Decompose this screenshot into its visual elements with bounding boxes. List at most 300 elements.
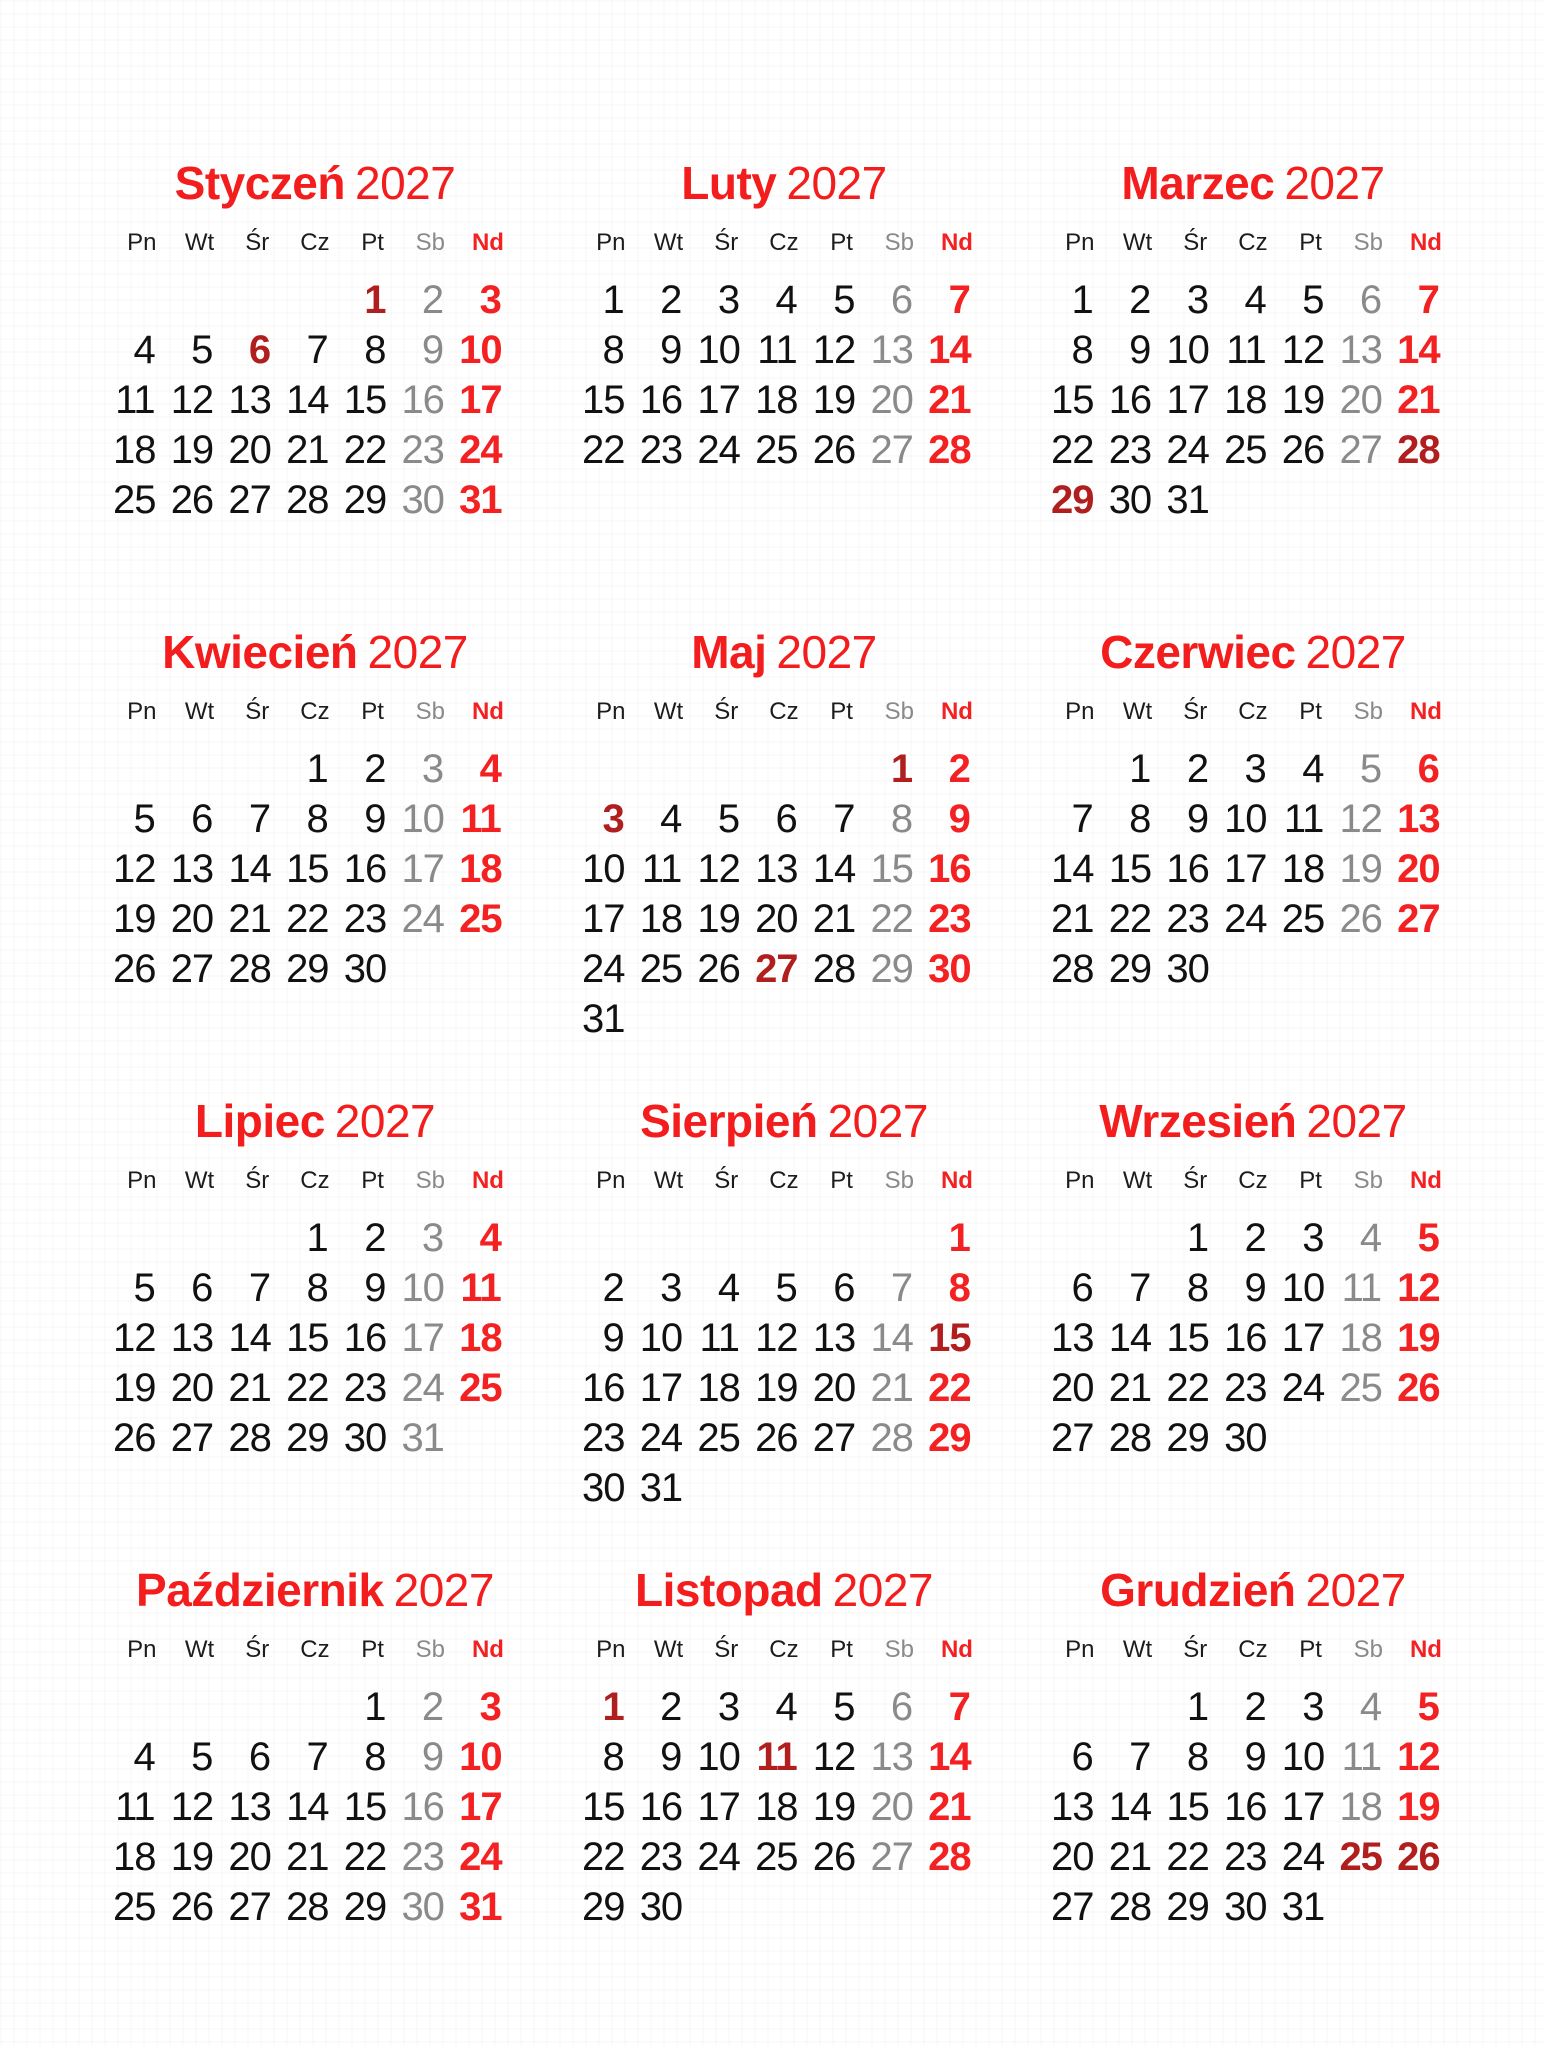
date-cell: 30 <box>401 478 444 522</box>
date-cell: 9 <box>1129 328 1151 372</box>
date-cell: 7 <box>1071 797 1093 841</box>
date-cell: 27 <box>812 1416 856 1460</box>
date-cell: 5 <box>833 278 855 322</box>
month-year: 2027 <box>334 1095 436 1147</box>
date-cell: 9 <box>602 1316 624 1360</box>
date-cell: 31 <box>582 997 625 1041</box>
date-cell: 13 <box>812 1316 856 1360</box>
dates-grid <box>113 275 517 525</box>
weekday-header-sr: Śr <box>245 229 270 256</box>
month-name: Maj <box>691 626 767 678</box>
date-cell: 1 <box>1071 278 1093 322</box>
date-cell: 18 <box>697 1366 740 1410</box>
weekday-header-pt: Pt <box>361 229 384 256</box>
date-cell: 10 <box>401 797 444 841</box>
date-cell: 16 <box>1166 847 1209 891</box>
date-cell: 3 <box>1302 1216 1324 1260</box>
weekday-header-wt: Wt <box>653 1636 684 1663</box>
date-cell: 26 <box>170 478 214 522</box>
date-cell: 21 <box>812 897 856 941</box>
date-cell: 5 <box>717 797 740 841</box>
weekday-header-wt: Wt <box>184 1636 215 1663</box>
date-cell: 17 <box>401 847 444 891</box>
dates-grid <box>113 744 517 994</box>
date-cell: 14 <box>286 378 329 422</box>
date-cell: 6 <box>775 797 797 841</box>
date-cell: 21 <box>228 897 271 941</box>
date-cell: 20 <box>1397 847 1440 891</box>
date-cell: 27 <box>1051 1885 1094 1929</box>
date-cell: 24 <box>639 1416 683 1460</box>
date-cell: 31 <box>459 1885 502 1929</box>
date-cell: 3 <box>1244 747 1266 791</box>
weekday-header-wt: Wt <box>1122 1167 1153 1194</box>
date-cell: 15 <box>286 847 329 891</box>
month-year: 2027 <box>786 157 887 209</box>
weekday-header-cz: Cz <box>1238 1167 1268 1194</box>
date-cell: 31 <box>1166 478 1209 522</box>
date-cell: 17 <box>459 1785 502 1829</box>
holiday-date-cell: 27 <box>755 947 798 991</box>
weekday-header-cz: Cz <box>769 698 799 725</box>
date-cell: 27 <box>228 1885 271 1929</box>
month-name: Marzec <box>1121 157 1275 209</box>
weekday-header-row <box>1051 695 1455 729</box>
weekday-header-wt: Wt <box>184 229 215 256</box>
date-cell: 2 <box>660 1685 682 1729</box>
date-cell: 18 <box>459 1316 502 1360</box>
date-cell: 28 <box>286 1885 329 1929</box>
date-cell: 24 <box>459 1835 502 1879</box>
date-cell: 27 <box>170 947 214 991</box>
empty-cell <box>1224 944 1282 994</box>
date-cell: 31 <box>459 478 502 522</box>
date-cell: 2 <box>602 1266 624 1310</box>
date-cell: 12 <box>697 847 740 891</box>
date-cell: 9 <box>364 797 386 841</box>
empty-cell <box>1397 1413 1455 1463</box>
month-title <box>582 1093 986 1149</box>
date-cell: 19 <box>1339 847 1382 891</box>
date-cell: 17 <box>697 1785 740 1829</box>
date-cell: 13 <box>228 378 271 422</box>
date-cell: 12 <box>1339 797 1382 841</box>
empty-cell <box>813 1463 871 1513</box>
dates-grid <box>1051 1682 1455 1932</box>
empty-cell <box>640 1213 698 1263</box>
date-cell: 12 <box>1397 1735 1440 1779</box>
date-cell: 7 <box>833 797 855 841</box>
date-cell: 14 <box>286 1785 329 1829</box>
month-maj <box>582 624 986 1093</box>
date-cell: 24 <box>697 428 740 472</box>
date-cell: 22 <box>928 1366 971 1410</box>
date-cell: 20 <box>812 1366 856 1410</box>
weekday-header-cz: Cz <box>1238 698 1268 725</box>
month-year: 2027 <box>776 626 877 678</box>
empty-cell <box>171 1213 229 1263</box>
date-cell: 28 <box>1051 947 1094 991</box>
date-cell: 13 <box>170 847 214 891</box>
month-year: 2027 <box>1305 1564 1406 1616</box>
empty-cell <box>813 744 871 794</box>
date-cell: 30 <box>1166 947 1209 991</box>
date-cell: 26 <box>1281 428 1325 472</box>
date-cell: 1 <box>1129 747 1151 791</box>
weekday-header-sb: Sb <box>415 229 445 256</box>
empty-cell <box>755 994 813 1044</box>
date-cell: 1 <box>1186 1685 1209 1729</box>
date-cell: 16 <box>1224 1316 1267 1360</box>
month-title <box>1051 155 1455 211</box>
empty-cell <box>640 744 698 794</box>
empty-cell <box>1339 475 1397 525</box>
date-cell: 22 <box>1051 428 1094 472</box>
date-cell: 30 <box>1224 1885 1267 1929</box>
date-cell: 21 <box>870 1366 913 1410</box>
weekday-header-pn: Pn <box>1065 1167 1095 1194</box>
date-cell: 21 <box>286 1835 329 1879</box>
date-cell: 7 <box>948 278 970 322</box>
date-cell: 12 <box>170 378 214 422</box>
holiday-date-cell: 29 <box>1051 478 1094 522</box>
date-cell: 18 <box>1339 1785 1382 1829</box>
empty-cell <box>113 275 171 325</box>
weekday-header-pn: Pn <box>596 1167 626 1194</box>
date-cell: 23 <box>639 1835 683 1879</box>
date-cell: 30 <box>343 1416 387 1460</box>
empty-cell <box>171 744 229 794</box>
date-cell: 3 <box>421 1216 444 1260</box>
date-cell: 15 <box>582 1785 625 1829</box>
date-cell: 25 <box>459 897 502 941</box>
date-cell: 27 <box>870 428 913 472</box>
date-cell: 18 <box>459 847 502 891</box>
weekday-header-pn: Pn <box>596 229 626 256</box>
month-title <box>1051 1093 1455 1149</box>
weekday-header-cz: Cz <box>769 1167 799 1194</box>
empty-cell <box>755 1463 813 1513</box>
date-cell: 17 <box>459 378 502 422</box>
date-cell: 13 <box>1339 328 1382 372</box>
date-cell: 2 <box>948 747 970 791</box>
date-cell: 14 <box>1397 328 1440 372</box>
empty-cell <box>459 1413 517 1463</box>
month-year: 2027 <box>1306 1095 1407 1147</box>
holiday-date-cell: 28 <box>1397 428 1440 472</box>
empty-cell <box>870 1463 928 1513</box>
empty-cell <box>1282 1413 1340 1463</box>
date-cell: 6 <box>191 1266 213 1310</box>
date-cell: 24 <box>1166 428 1209 472</box>
month-name: Listopad <box>634 1564 823 1616</box>
date-cell: 11 <box>1341 1266 1382 1310</box>
date-cell: 22 <box>1166 1366 1209 1410</box>
date-cell: 27 <box>1397 897 1440 941</box>
empty-cell <box>1224 475 1282 525</box>
empty-cell <box>1051 744 1109 794</box>
date-cell: 22 <box>870 897 913 941</box>
date-cell: 30 <box>928 947 971 991</box>
date-cell: 26 <box>1397 1366 1440 1410</box>
weekday-header-nd: Nd <box>471 1636 504 1663</box>
weekday-header-nd: Nd <box>471 1167 504 1194</box>
weekday-header-pt: Pt <box>830 1636 853 1663</box>
date-cell: 1 <box>306 1216 328 1260</box>
date-cell: 16 <box>401 378 444 422</box>
calendar-grid <box>113 155 1455 2031</box>
holiday-date-cell: 6 <box>248 328 271 372</box>
date-cell: 8 <box>602 328 624 372</box>
date-cell: 3 <box>660 1266 682 1310</box>
date-cell: 2 <box>1244 1685 1266 1729</box>
dates-grid <box>582 275 986 475</box>
dates-grid <box>113 1682 517 1932</box>
date-cell: 14 <box>228 1316 271 1360</box>
date-cell: 26 <box>812 1835 856 1879</box>
date-cell: 5 <box>1417 1216 1439 1260</box>
date-cell: 19 <box>755 1366 798 1410</box>
date-cell: 4 <box>479 747 501 791</box>
date-cell: 18 <box>755 1785 798 1829</box>
date-cell: 28 <box>1108 1416 1152 1460</box>
date-cell: 8 <box>948 1266 970 1310</box>
date-cell: 28 <box>870 1416 913 1460</box>
date-cell: 10 <box>582 847 625 891</box>
month-title <box>1051 624 1455 680</box>
date-cell: 22 <box>1166 1835 1209 1879</box>
date-cell: 25 <box>1224 428 1267 472</box>
weekday-header-sb: Sb <box>1353 229 1383 256</box>
date-cell: 29 <box>1166 1885 1209 1929</box>
weekday-header-sr: Śr <box>1183 1636 1208 1663</box>
date-cell: 9 <box>660 1735 682 1779</box>
weekday-header-row <box>1051 226 1455 260</box>
empty-cell <box>813 994 871 1044</box>
date-cell: 8 <box>1129 797 1151 841</box>
month-title <box>113 155 517 211</box>
date-cell: 19 <box>170 428 214 472</box>
weekday-header-pt: Pt <box>830 1167 853 1194</box>
weekday-header-wt: Wt <box>653 698 684 725</box>
date-cell: 24 <box>401 1366 444 1410</box>
weekday-header-pn: Pn <box>127 229 157 256</box>
month-sierpien <box>582 1093 986 1562</box>
date-cell: 8 <box>890 797 913 841</box>
date-cell: 30 <box>1224 1416 1267 1460</box>
weekday-header-row <box>582 1633 986 1667</box>
weekday-header-sb: Sb <box>884 698 914 725</box>
date-cell: 18 <box>1224 378 1267 422</box>
weekday-header-pt: Pt <box>1299 1636 1322 1663</box>
date-cell: 26 <box>755 1416 798 1460</box>
date-cell: 23 <box>639 428 683 472</box>
date-cell: 25 <box>1281 897 1325 941</box>
date-cell: 11 <box>115 378 155 422</box>
date-cell: 9 <box>1244 1735 1266 1779</box>
date-cell: 11 <box>460 797 501 841</box>
weekday-header-sb: Sb <box>415 698 445 725</box>
empty-cell <box>1282 475 1340 525</box>
date-cell: 27 <box>1339 428 1382 472</box>
date-cell: 7 <box>1129 1266 1151 1310</box>
empty-cell <box>870 994 928 1044</box>
date-cell: 3 <box>1302 1685 1324 1729</box>
weekday-header-sb: Sb <box>1353 698 1383 725</box>
date-cell: 10 <box>459 328 502 372</box>
weekday-header-nd: Nd <box>940 229 973 256</box>
weekday-header-nd: Nd <box>471 229 504 256</box>
date-cell: 30 <box>401 1885 444 1929</box>
month-luty <box>582 155 986 624</box>
empty-cell <box>171 275 229 325</box>
date-cell: 11 <box>757 328 797 372</box>
empty-cell <box>113 744 171 794</box>
empty-cell <box>1339 944 1397 994</box>
month-title <box>1051 1562 1455 1618</box>
date-cell: 28 <box>228 947 271 991</box>
date-cell: 1 <box>602 278 624 322</box>
date-cell: 19 <box>812 1785 856 1829</box>
date-cell: 20 <box>870 378 913 422</box>
date-cell: 2 <box>364 747 386 791</box>
date-cell: 28 <box>228 1416 271 1460</box>
date-cell: 11 <box>1341 1735 1382 1779</box>
date-cell: 20 <box>870 1785 913 1829</box>
date-cell: 26 <box>113 1416 156 1460</box>
weekday-header-nd: Nd <box>1409 229 1442 256</box>
empty-cell <box>697 1463 755 1513</box>
month-pazdziernik <box>113 1562 517 2031</box>
date-cell: 22 <box>286 897 329 941</box>
date-cell: 25 <box>697 1416 740 1460</box>
date-cell: 6 <box>1071 1266 1093 1310</box>
weekday-header-row <box>582 695 986 729</box>
weekday-header-pt: Pt <box>830 698 853 725</box>
dates-grid <box>1051 1213 1455 1463</box>
weekday-header-sr: Śr <box>714 698 739 725</box>
date-cell: 12 <box>113 1316 156 1360</box>
weekday-header-nd: Nd <box>1409 1167 1442 1194</box>
weekday-header-wt: Wt <box>653 1167 684 1194</box>
weekday-header-wt: Wt <box>1122 1636 1153 1663</box>
date-cell: 29 <box>1108 947 1152 991</box>
date-cell: 12 <box>113 847 156 891</box>
date-cell: 4 <box>1244 278 1266 322</box>
date-cell: 5 <box>775 1266 797 1310</box>
date-cell: 20 <box>170 897 214 941</box>
date-cell: 14 <box>870 1316 913 1360</box>
date-cell: 5 <box>1359 747 1382 791</box>
dates-grid <box>582 1213 986 1513</box>
date-cell: 6 <box>1359 278 1382 322</box>
date-cell: 29 <box>928 1416 971 1460</box>
empty-cell <box>870 1882 928 1932</box>
weekday-header-pn: Pn <box>127 1636 157 1663</box>
date-cell: 12 <box>170 1785 214 1829</box>
date-cell: 24 <box>582 947 625 991</box>
date-cell: 19 <box>1281 378 1325 422</box>
date-cell: 21 <box>1108 1366 1152 1410</box>
empty-cell <box>755 1882 813 1932</box>
weekday-header-nd: Nd <box>940 1636 973 1663</box>
date-cell: 30 <box>343 947 387 991</box>
date-cell: 24 <box>697 1835 740 1879</box>
empty-cell <box>640 994 698 1044</box>
date-cell: 29 <box>1166 1416 1209 1460</box>
weekday-header-sr: Śr <box>1183 229 1208 256</box>
date-cell: 21 <box>1051 897 1094 941</box>
date-cell: 31 <box>1281 1885 1325 1929</box>
date-cell: 6 <box>1417 747 1439 791</box>
date-cell: 3 <box>421 747 444 791</box>
date-cell: 28 <box>928 428 971 472</box>
date-cell: 9 <box>660 328 682 372</box>
date-cell: 11 <box>115 1785 155 1829</box>
weekday-header-sr: Śr <box>245 698 270 725</box>
date-cell: 4 <box>775 1685 797 1729</box>
month-title <box>582 155 986 211</box>
empty-cell <box>697 1882 755 1932</box>
date-cell: 5 <box>833 1685 855 1729</box>
dates-grid <box>1051 744 1455 994</box>
date-cell: 10 <box>1224 797 1267 841</box>
date-cell: 19 <box>1397 1316 1440 1360</box>
date-cell: 25 <box>113 1885 156 1929</box>
date-cell: 23 <box>928 897 971 941</box>
date-cell: 24 <box>1281 1366 1325 1410</box>
month-title <box>113 1093 517 1149</box>
date-cell: 23 <box>1108 428 1152 472</box>
date-cell: 23 <box>343 1366 387 1410</box>
date-cell: 15 <box>343 378 387 422</box>
date-cell: 4 <box>1359 1216 1382 1260</box>
holiday-date-cell: 1 <box>364 278 386 322</box>
date-cell: 27 <box>1051 1416 1094 1460</box>
weekday-header-pn: Pn <box>1065 229 1095 256</box>
date-cell: 26 <box>697 947 740 991</box>
date-cell: 27 <box>228 478 271 522</box>
date-cell: 1 <box>948 1216 970 1260</box>
date-cell: 29 <box>343 478 387 522</box>
date-cell: 7 <box>306 328 328 372</box>
date-cell: 7 <box>948 1685 970 1729</box>
date-cell: 2 <box>421 278 444 322</box>
date-cell: 3 <box>1186 278 1209 322</box>
date-cell: 21 <box>928 378 971 422</box>
date-cell: 26 <box>812 428 856 472</box>
date-cell: 20 <box>170 1366 214 1410</box>
date-cell: 25 <box>639 947 683 991</box>
weekday-header-pt: Pt <box>830 229 853 256</box>
weekday-header-pt: Pt <box>361 1636 384 1663</box>
month-grudzien <box>1051 1562 1455 2031</box>
date-cell: 11 <box>460 1266 501 1310</box>
weekday-header-sb: Sb <box>1353 1167 1383 1194</box>
month-year: 2027 <box>832 1564 933 1616</box>
dates-grid <box>1051 275 1455 525</box>
date-cell: 21 <box>1108 1835 1152 1879</box>
date-cell: 9 <box>364 1266 386 1310</box>
weekday-header-sb: Sb <box>415 1636 445 1663</box>
date-cell: 15 <box>1166 1316 1209 1360</box>
date-cell: 14 <box>1051 847 1094 891</box>
date-cell: 12 <box>1397 1266 1440 1310</box>
date-cell: 14 <box>928 1735 971 1779</box>
date-cell: 3 <box>479 278 501 322</box>
date-cell: 26 <box>113 947 156 991</box>
empty-cell <box>813 1882 871 1932</box>
